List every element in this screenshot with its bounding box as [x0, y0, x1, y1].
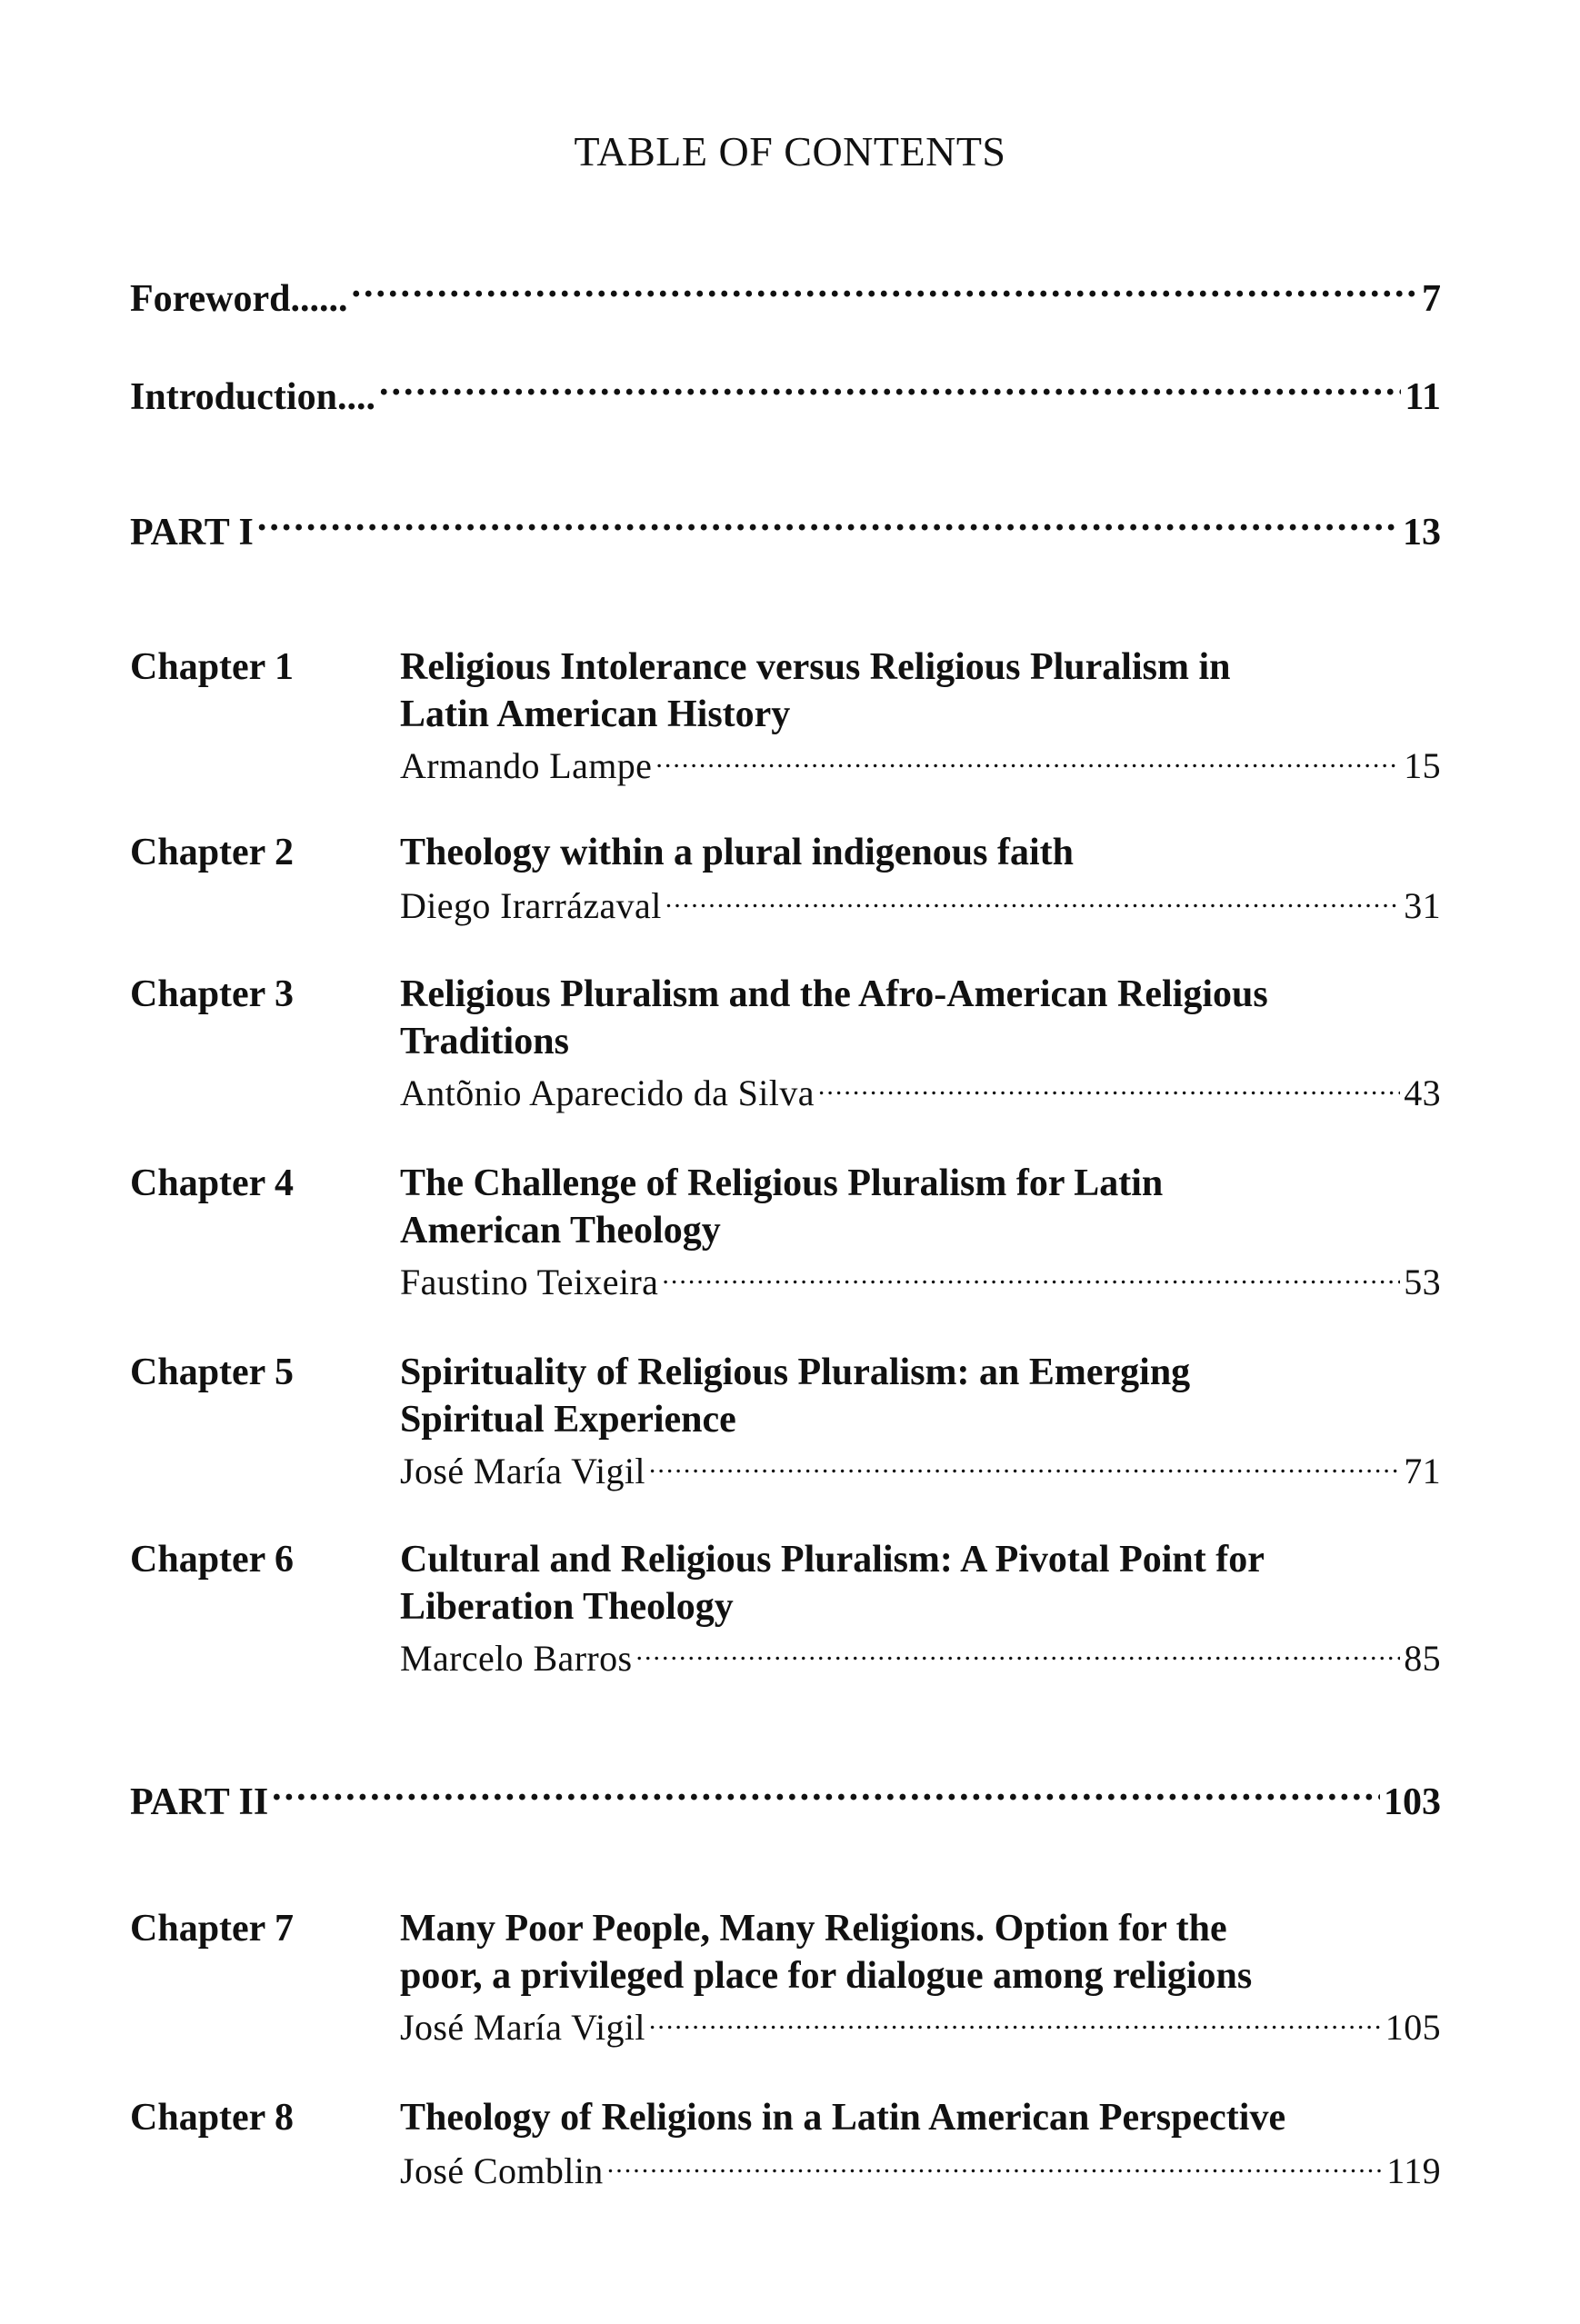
- toc-page-number: 53: [1404, 1262, 1441, 1302]
- chapter-title-line: Traditions: [400, 1021, 569, 1062]
- toc-page-number: 103: [1384, 1781, 1441, 1823]
- dot-leader: [818, 1069, 1400, 1105]
- chapter-label: Chapter 3: [130, 973, 295, 1015]
- chapter-title[interactable]: [400, 643, 1441, 738]
- dot-leader: [379, 371, 1401, 409]
- toc-page-number: 13: [1403, 512, 1441, 554]
- toc-entry-label: PART II: [130, 1781, 269, 1823]
- toc-page-number: 15: [1404, 745, 1441, 786]
- chapter-author: José María Vigil: [400, 1451, 645, 1491]
- chapter-author: José Comblin: [400, 2150, 604, 2191]
- chapter-title-line: Latin American History: [400, 693, 791, 735]
- chapter-author-line[interactable]: [400, 742, 1441, 787]
- chapter-author: Faustino Teixeira: [400, 1262, 659, 1302]
- chapter-title-line: Religious Intolerance versus Religious Pluralism in: [400, 646, 1231, 688]
- chapter-title-line: Theology of Religions in a Latin American Perspective: [400, 2097, 1286, 2139]
- toc-entry-label: PART I: [130, 512, 254, 554]
- toc-page-number: 105: [1385, 2007, 1441, 2048]
- page-title: TABLE OF CONTENTS: [574, 128, 1006, 175]
- chapter-title-line: American Theology: [400, 1210, 721, 1252]
- chapter-author-line[interactable]: [400, 1634, 1441, 1680]
- dot-leader: [272, 1776, 1380, 1814]
- chapter-author: Antõnio Aparecido da Silva: [400, 1072, 815, 1113]
- chapter-title-line: Theology within a plural indigenous faith: [400, 832, 1075, 873]
- chapter-title[interactable]: [400, 1536, 1441, 1631]
- chapter-label: Chapter 5: [130, 1352, 295, 1393]
- chapter-author: Armando Lampe: [400, 745, 653, 786]
- toc-page-number: 119: [1386, 2150, 1441, 2191]
- dot-leader: [607, 2147, 1384, 2183]
- chapter-title[interactable]: [400, 1160, 1441, 1254]
- dot-leader: [649, 1447, 1400, 1483]
- chapter-author: Marcelo Barros: [400, 1638, 633, 1679]
- toc-page-number: 11: [1405, 376, 1441, 418]
- chapter-title[interactable]: [400, 1349, 1441, 1443]
- toc-page-number: 7: [1422, 278, 1441, 320]
- toc-entry-label: Foreword......: [130, 278, 348, 320]
- chapter-label: Chapter 2: [130, 832, 295, 873]
- chapter-author-line[interactable]: [400, 1069, 1441, 1114]
- chapter-title-line: Many Poor People, Many Religions. Option for the: [400, 1908, 1227, 1950]
- toc-entry-label: Introduction....: [130, 376, 375, 418]
- chapter-title[interactable]: [400, 971, 1441, 1065]
- chapter-title-line: Spiritual Experience: [400, 1399, 736, 1441]
- dot-leader: [662, 1258, 1400, 1294]
- chapter-author-line[interactable]: [400, 2147, 1441, 2192]
- dot-leader: [665, 882, 1400, 918]
- toc-entry-introduction[interactable]: [130, 371, 1441, 419]
- dot-leader: [655, 742, 1400, 778]
- chapter-title-line: The Challenge of Religious Pluralism for Latin: [400, 1162, 1164, 1204]
- dot-leader: [636, 1634, 1401, 1671]
- chapter-author-line[interactable]: [400, 882, 1441, 927]
- toc-entry-part-1[interactable]: [130, 506, 1441, 554]
- chapter-label: Chapter 1: [130, 646, 295, 688]
- chapter-label: Chapter 4: [130, 1162, 295, 1204]
- chapter-author-line[interactable]: [400, 1258, 1441, 1303]
- dot-leader: [352, 273, 1418, 311]
- chapter-label: Chapter 6: [130, 1539, 295, 1581]
- toc-entry-foreword[interactable]: [130, 273, 1441, 321]
- chapter-title-line: Cultural and Religious Pluralism: A Pivotal Point for: [400, 1539, 1265, 1581]
- chapter-label: Chapter 7: [130, 1908, 295, 1950]
- toc-entry-part-2[interactable]: [130, 1776, 1441, 1824]
- chapter-author-line[interactable]: [400, 2003, 1441, 2049]
- chapter-title[interactable]: [400, 829, 1441, 876]
- toc-page-number: 85: [1404, 1638, 1441, 1679]
- chapter-author-line[interactable]: [400, 1447, 1441, 1492]
- chapter-title-line: poor, a privileged place for dialogue among religions: [400, 1955, 1253, 1997]
- chapter-label: Chapter 8: [130, 2097, 295, 2139]
- chapter-title-line: Spirituality of Religious Pluralism: an Emerging: [400, 1352, 1191, 1393]
- dot-leader: [257, 506, 1399, 544]
- chapter-title[interactable]: [400, 2094, 1441, 2141]
- dot-leader: [649, 2003, 1382, 2040]
- chapter-title-line: Religious Pluralism and the Afro-American Religious: [400, 973, 1268, 1015]
- toc-page-number: 43: [1404, 1072, 1441, 1113]
- chapter-author: Diego Irarrázaval: [400, 885, 662, 926]
- chapter-title-line: Liberation Theology: [400, 1586, 734, 1628]
- toc-page-number: 31: [1404, 885, 1441, 926]
- chapter-author: José María Vigil: [400, 2007, 645, 2048]
- toc-page-number: 71: [1404, 1451, 1441, 1491]
- chapter-title[interactable]: [400, 1905, 1441, 2000]
